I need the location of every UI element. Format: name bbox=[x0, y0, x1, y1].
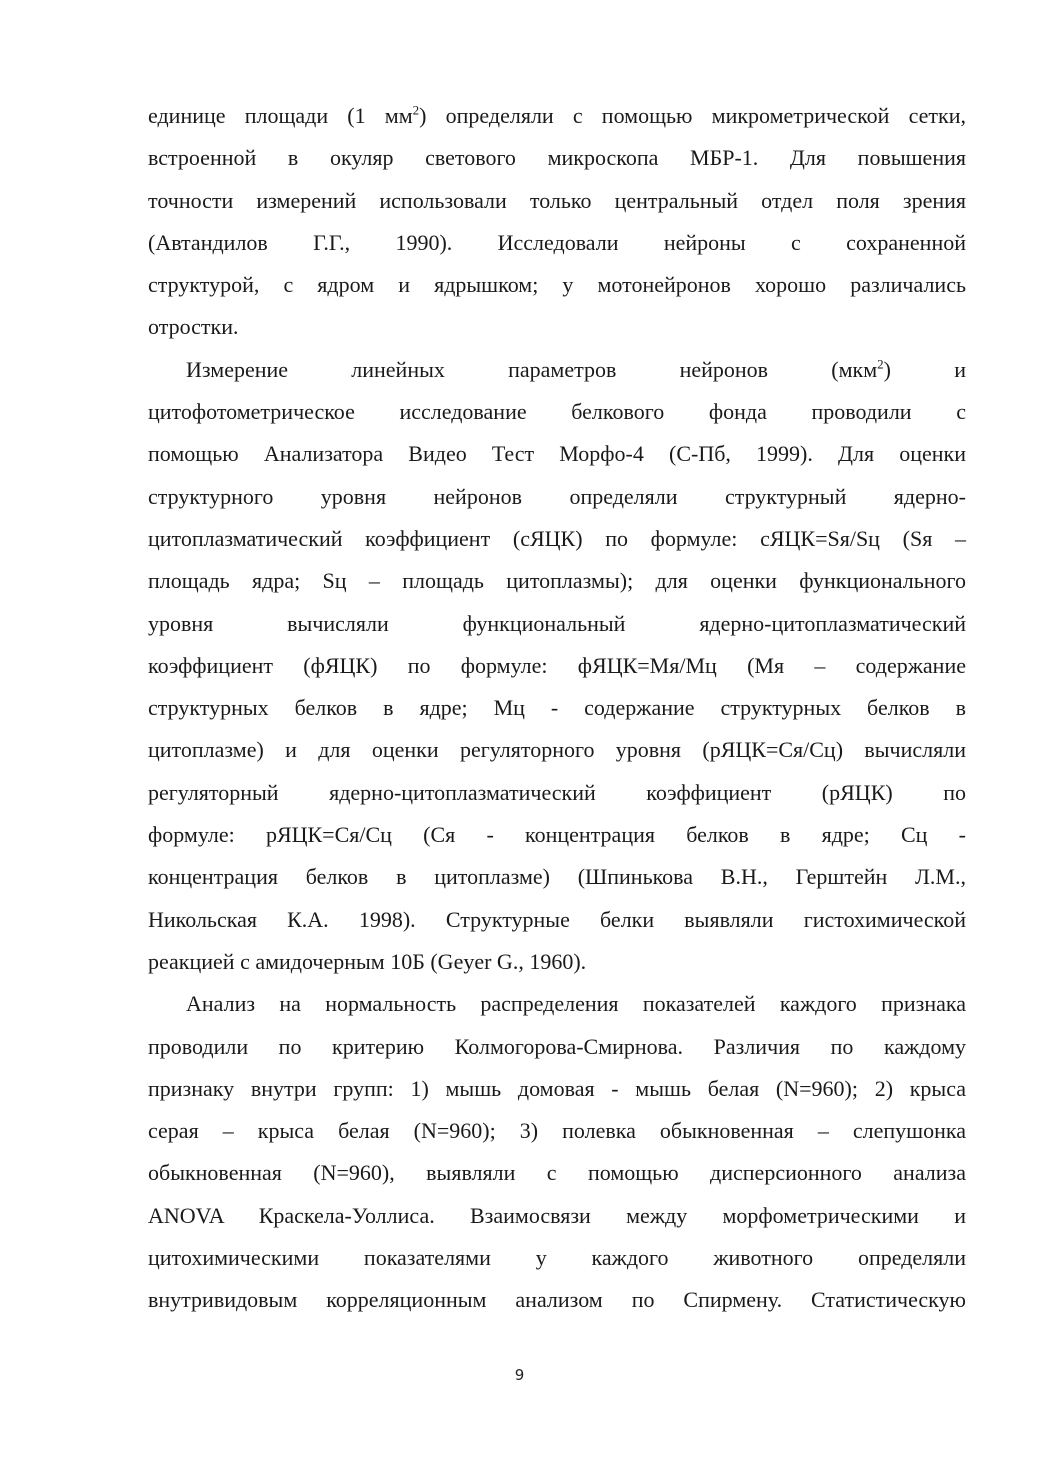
text-line bbox=[148, 1152, 966, 1194]
text-line bbox=[148, 899, 966, 941]
text-run: цитохимическими показателями у каждого животного определяли bbox=[148, 1245, 966, 1271]
text-line bbox=[148, 1237, 966, 1279]
text-run: реакцией с амидочерным 10Б (Geyer G., 1960). bbox=[148, 948, 587, 974]
text-run: Измерение линейных параметров нейронов (мкм bbox=[186, 356, 878, 382]
text-line bbox=[148, 603, 966, 645]
text-line bbox=[148, 1110, 966, 1152]
text-run: цитофотометрическое исследование белкового фонда проводили с bbox=[148, 399, 966, 425]
text-run: обыкновенная (N=960), выявляли с помощью дисперсионного анализа bbox=[148, 1160, 966, 1186]
text-line bbox=[148, 222, 966, 264]
text-line bbox=[148, 264, 966, 306]
text-run: признаку внутри групп: 1) мышь домовая - мышь белая (N=960); 2) крыса bbox=[148, 1075, 966, 1101]
text-run: структурных белков в ядре; Мц - содержание структурных белков в bbox=[148, 695, 966, 721]
text-run: проводили по критерию Колмогорова-Смирнова. Различия по каждому bbox=[148, 1033, 966, 1059]
text-run: регуляторный ядерно-цитоплазматический коэффициент (рЯЦК) по bbox=[148, 779, 966, 805]
text-line bbox=[148, 1195, 966, 1237]
paragraph bbox=[148, 95, 966, 349]
page-number: 9 bbox=[514, 1366, 525, 1384]
text-line bbox=[148, 391, 966, 433]
text-line bbox=[148, 1068, 966, 1110]
text-line bbox=[148, 180, 966, 222]
text-line bbox=[148, 349, 966, 391]
superscript: 2 bbox=[877, 356, 884, 372]
text-run: коэффициент (фЯЦК) по формуле: фЯЦК=Мя/Мц (Мя – содержание bbox=[148, 652, 966, 678]
text-run: Никольская К.А. 1998). Структурные белки выявляли гистохимической bbox=[148, 906, 966, 932]
text-run: структурой, с ядром и ядрышком; у мотонейронов хорошо различались bbox=[148, 272, 966, 298]
text-line bbox=[148, 729, 966, 771]
text-line bbox=[148, 1279, 966, 1321]
text-line bbox=[148, 518, 966, 560]
paragraph bbox=[148, 983, 966, 1321]
text-run: помощью Анализатора Видео Тест Морфо-4 (С-Пб, 1999). Для оценки bbox=[148, 441, 966, 467]
paragraph bbox=[148, 349, 966, 983]
text-line bbox=[148, 856, 966, 898]
text-line bbox=[148, 941, 966, 983]
text-run: формуле: рЯЦК=Ся/Сц (Ся - концентрация белков в ядре; Сц - bbox=[148, 822, 966, 848]
text-line bbox=[148, 306, 966, 348]
text-line bbox=[148, 433, 966, 475]
text-run: встроенной в окуляр светового микроскопа МБР-1. Для повышения bbox=[148, 145, 966, 171]
text-run: точности измерений использовали только центральный отдел поля зрения bbox=[148, 187, 966, 213]
text-line bbox=[148, 137, 966, 179]
text-line bbox=[148, 687, 966, 729]
text-run: ) и bbox=[883, 356, 966, 382]
text-run: отростки. bbox=[148, 314, 239, 340]
text-run: единице площади (1 мм bbox=[148, 103, 413, 128]
superscript: 2 bbox=[412, 102, 420, 118]
text-run: Анализ на нормальность распределения показателей каждого признака bbox=[186, 991, 966, 1017]
body-text bbox=[148, 95, 966, 1322]
text-run: (Автандилов Г.Г., 1990). Исследовали нейроны с сохраненной bbox=[148, 229, 966, 255]
text-line bbox=[148, 476, 966, 518]
text-line bbox=[148, 560, 966, 602]
text-run: серая – крыса белая (N=960); 3) полевка обыкновенная – слепушонка bbox=[148, 1118, 966, 1144]
text-line bbox=[148, 814, 966, 856]
text-line bbox=[148, 1026, 966, 1068]
text-run: структурного уровня нейронов определяли структурный ядерно- bbox=[148, 483, 966, 509]
text-run: уровня вычисляли функциональный ядерно-цитоплазматический bbox=[148, 610, 966, 636]
text-line bbox=[148, 772, 966, 814]
text-run: цитоплазме) и для оценки регуляторного уровня (рЯЦК=Ся/Сц) вычисляли bbox=[148, 737, 966, 763]
text-line bbox=[148, 645, 966, 687]
text-run: цитоплазматический коэффициент (сЯЦК) по формуле: сЯЦК=Sя/Sц (Sя – bbox=[148, 525, 966, 551]
text-run: ) определяли с помощью микрометрической сетки, bbox=[419, 103, 966, 128]
text-run: площадь ядра; Sц – площадь цитоплазмы); для оценки функционального bbox=[148, 568, 966, 594]
text-run: ANOVA Краскела-Уоллиса. Взаимосвязи между морфометрическими и bbox=[148, 1202, 966, 1228]
text-line bbox=[148, 95, 966, 137]
text-run: концентрация белков в цитоплазме) (Шпинькова В.Н., Герштейн Л.М., bbox=[148, 864, 966, 890]
text-run: внутривидовым корреляционным анализом по Спирмену. Статистическую bbox=[148, 1287, 966, 1313]
text-line bbox=[148, 983, 966, 1025]
